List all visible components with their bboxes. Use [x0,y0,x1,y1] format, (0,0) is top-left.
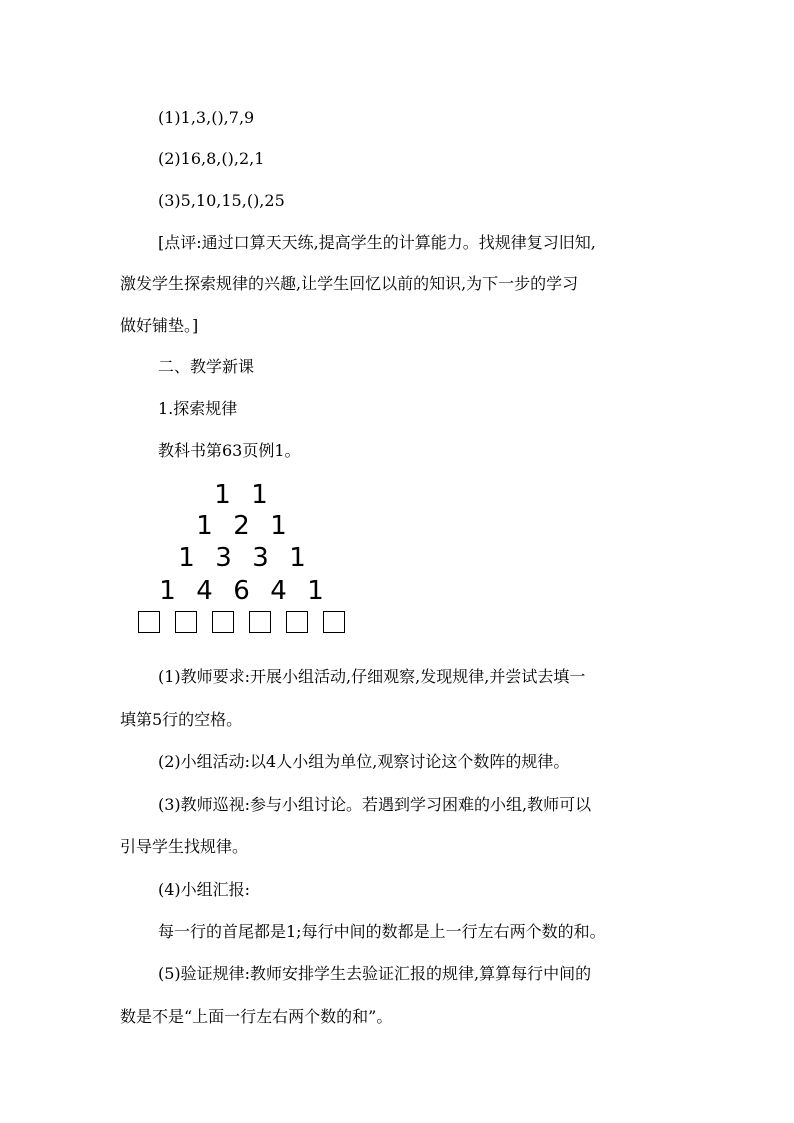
textbook-reference: 教科书第63页例1。 [158,441,301,460]
step-2-line: (2)小组活动:以4人小组为单位,观察讨论这个数阵的规律。 [158,752,570,771]
blank-box [175,611,197,633]
triangle-row-4 [149,576,334,606]
triangle-number: 4 [196,576,213,606]
comment-line-2: 激发学生探索规律的兴趣,让学生回忆以前的知识,为下一步的学习 [120,274,579,293]
triangle-row-3 [168,543,316,573]
step-5-line-1: (5)验证规律:教师安排学生去验证汇报的规律,算算每行中间的 [158,964,592,983]
triangle-row-2 [186,511,297,541]
comment-line-3: 做好铺垫。] [120,316,199,335]
triangle-number: 1 [196,511,213,541]
subsection-heading: 1.探索规律 [158,399,238,418]
blank-box [323,611,345,633]
report-line: 每一行的首尾都是1;每行中间的数都是上一行左右两个数的和。 [158,922,606,941]
step-1-line-1: (1)教师要求:开展小组活动,仔细观察,发现规律,并尝试去填一 [158,667,586,686]
triangle-number: 1 [159,576,176,606]
triangle-row-1 [204,480,278,510]
triangle-number: 1 [251,480,268,510]
triangle-number: 6 [233,576,250,606]
triangle-number: 3 [252,543,269,573]
triangle-number: 1 [214,480,231,510]
exercise-line-1: (1)1,3,(),7,9 [158,108,255,127]
triangle-number: 2 [233,511,250,541]
step-3-line-1: (3)教师巡视:参与小组讨论。若遇到学习困难的小组,教师可以 [158,795,592,814]
triangle-number: 1 [270,511,287,541]
exercise-line-2: (2)16,8,(),2,1 [158,149,265,168]
triangle-number: 1 [307,576,324,606]
section-heading: 二、教学新课 [158,357,255,376]
blank-box [249,611,271,633]
blank-box [286,611,308,633]
step-5-line-2: 数是不是“上面一行左右两个数的和”。 [120,1007,393,1026]
triangle-number: 4 [270,576,287,606]
step-3-line-2: 引导学生找规律。 [120,837,249,856]
triangle-number: 1 [178,543,195,573]
step-1-line-2: 填第5行的空格。 [120,710,243,729]
comment-line-1: [点评:通过口算天天练,提高学生的计算能力。找规律复习旧知, [158,233,596,252]
exercise-line-3: (3)5,10,15,(),25 [158,191,285,210]
triangle-number: 1 [289,543,306,573]
triangle-number: 3 [215,543,232,573]
blank-box [212,611,234,633]
blank-box [138,611,160,633]
step-4-line: (4)小组汇报: [158,880,251,899]
